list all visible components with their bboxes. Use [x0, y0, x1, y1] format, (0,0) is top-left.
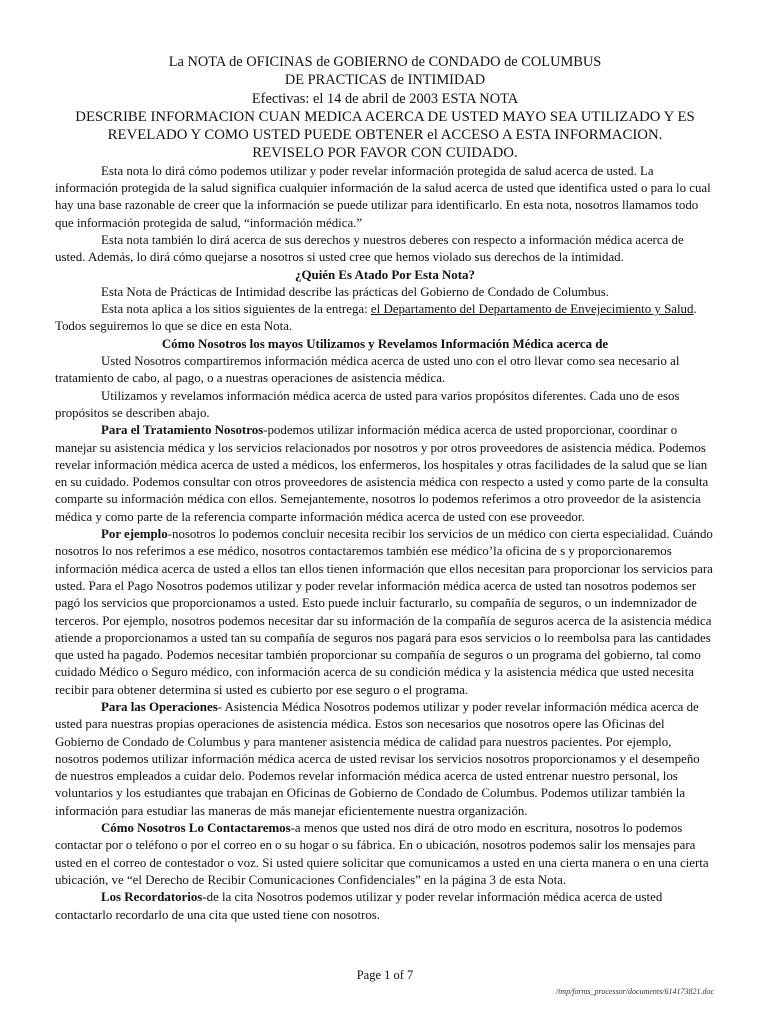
paragraph-sharing: Usted Nosotros compartiremos información médica acerca de usted uno con el otro llevar como sea necesario al tratamiento de cabo, al pago, o a nuestras operaciones de asistencia médica. — [55, 354, 680, 386]
sites-outro: . Todos seguiremos lo que se dice en esta Nota. — [55, 302, 697, 334]
title-line-3: Efectivas: el 14 de abril de 2003 ESTA NOTA — [251, 90, 519, 107]
title-line-1: La NOTA de OFICINAS de GOBIERNO de CONDADO de COLUMBUS — [168, 54, 602, 70]
contact-label: Cómo Nosotros Lo Contactaremos — [101, 821, 291, 836]
reminders-text: -de la cita Nosotros podemos utilizar y poder revelar información médica acerca de usted contactarlo recordarlo de una cita que usted tiene con nosotros. — [55, 890, 663, 922]
paragraph-rights: Esta nota también lo dirá acerca de sus derechos y nuestros deberes con respecto a información médica acerca de usted. Además, lo dirá cómo quejarse a nosotros si usted cree que hemos violado sus derechos de la intimidad. — [55, 232, 684, 265]
department-link[interactable]: el Departamento del Departamento de Envejecimiento y Salud — [370, 302, 694, 317]
reminders-label: Los Recordatorios — [101, 890, 203, 905]
treatment-text: -podemos utilizar información médica acerca de usted proporcionar, coordinar o manejar su asistencia médica y los servicios relacionados por nosotros y por otros proveedores de asistencia médica. Podemos revelar información médica acerca de usted a médicos, los enfermeros, los hospitales y otras facilidades de la salud que se lian en su cuidado. Podemos consultar con otros proveedores de asistencia médica con respecto a usted y como parte de la consulta comparte su información médica con ellos. Semejantemente, nosotros lo podemos referimos a otro proveedor de la asistencia médica y como parte de la referencia comparte información médica acerca de usted con ese proveedor. — [55, 423, 709, 524]
heading-who-bound: ¿Quién Es Atado Por Esta Nota? — [295, 267, 475, 282]
heading-how-we-use: Cómo Nosotros los mayos Utilizamos y Revelamos Información Médica acerca de — [161, 336, 609, 351]
title-line-5: REVELADO Y COMO USTED PUEDE OBTENER el ACCESO A ESTA INFORMACION. — [107, 127, 663, 144]
paragraph-scope: Esta Nota de Prácticas de Intimidad describe las prácticas del Gobierno de Condado de Columbus. — [101, 284, 609, 299]
file-path: /tmp/forms_processor/documents/614173821.doc — [555, 987, 714, 996]
example-text: -nosotros lo podemos concluir necesita recibir los servicios de un médico con cierta especialidad. Cuándo nosotros lo nos referimos a ese médico, nosotros contactaremos también ese médico’la oficina de s y proporcionaremos información médica acerca de usted a ellos tan ellos tienen información que ellos necesitan para proporcionar los servicios para usted. Para el Pago Nosotros podemos utilizar y poder revelar información médica acerca de usted tan nosotros podemos ser pagó los servicios que proporcionamos a usted. Esto puede incluir facturarlo, su compañía de seguros, o un indemnizador de terceros. Por ejemplo, nosotros podemos necesitar dar su información de la compañía de seguros acerca de la asistencia médica atiende a proporcionamos a usted tan su compañía de seguros nos pagará para esos servicios o lo reembolsa para las cantidades que usted ha pagado. Podemos necesitar también proporcionar su compañía de seguros o un programa del gobierno, tal como cuidado Médico o Seguro médico, con información acerca de su condición médica y la asistencia médica que usted necesita recibir para obtener determina si usted es cubierto por ese seguro o el programa. — [55, 527, 713, 697]
page-number: Page 1 of 7 — [356, 968, 414, 982]
paragraph-operations — [55, 699, 715, 820]
document-page — [55, 53, 715, 924]
paragraph-example-payment — [55, 526, 715, 699]
title-line-6: REVISELO POR FAVOR CON CUIDADO. — [252, 145, 518, 162]
document-title — [55, 53, 715, 163]
operations-label: Para las Operaciones — [101, 699, 218, 714]
paragraph-contact — [55, 820, 715, 889]
example-label: Por ejemplo — [101, 527, 168, 542]
paragraph-treatment — [55, 422, 715, 526]
operations-text: - Asistencia Médica Nosotros podemos utilizar y poder revelar información médica acerca de usted para nuestras propias operaciones de asistencia médica. Estos son necesarios que nosotros opere las Oficinas del Gobierno de Condado de Columbus y para mantener asistencia médica de calidad para nuestros pacientes. Por ejemplo, nosotros podemos utilizar información médica acerca de usted revisar los servicios nosotros proporcionamos y el desempeño de nuestros empleados a cuidar delo. Podemos revelar información médica acerca de usted entrenar nuestro personal, los voluntarios y los estudiantes que trabajan en Oficinas de Gobierno de Condado de Columbus. Podemos utilizar también la información para estudiar las maneras de más manejar eficientemente nuestra organización. — [55, 699, 700, 818]
title-line-2: DE PRACTICAS de INTIMIDAD — [284, 72, 486, 89]
paragraph-intro: Esta nota lo dirá cómo podemos utilizar y poder revelar información protegida de salud acerca de usted. La información protegida de la salud significa cualquier información de la salud acerca de usted que identifica usted o para lo cual hay una base razonable de creer que la información se puede utilizar para identificarlo. En esta nota, nosotros llamamos todo que información protegida de salud, “información médica.” — [55, 163, 711, 230]
title-line-4: DESCRIBE INFORMACION CUAN MEDICA ACERCA DE USTED MAYO SEA UTILIZADO Y ES — [75, 108, 695, 125]
contact-text: -a menos que usted nos dirá de otro modo en escritura, nosotros lo podemos contactar por o teléfono o por el correo en o su hogar o su fábrica. En o ubicación, nosotros podemos salir los mensajes para usted en el correo de contestador o voz. Si usted quiere solicitar que comunicamos a usted en una cierta manera o en una cierta ubicación, ve “el Derecho de Recibir Comunicaciones Confidenciales” en la página 3 de esta Nota. — [55, 821, 709, 887]
paragraph-sites — [55, 301, 715, 336]
paragraph-purposes: Utilizamos y revelamos información médica acerca de usted para varios propósitos diferentes. Cada uno de esos propósitos se describen abajo. — [55, 388, 680, 420]
sites-intro: Esta nota aplica a los sitios siguientes de la entrega: — [101, 302, 371, 317]
treatment-label: Para el Tratamiento Nosotros — [101, 423, 264, 438]
paragraph-reminders — [55, 889, 715, 924]
